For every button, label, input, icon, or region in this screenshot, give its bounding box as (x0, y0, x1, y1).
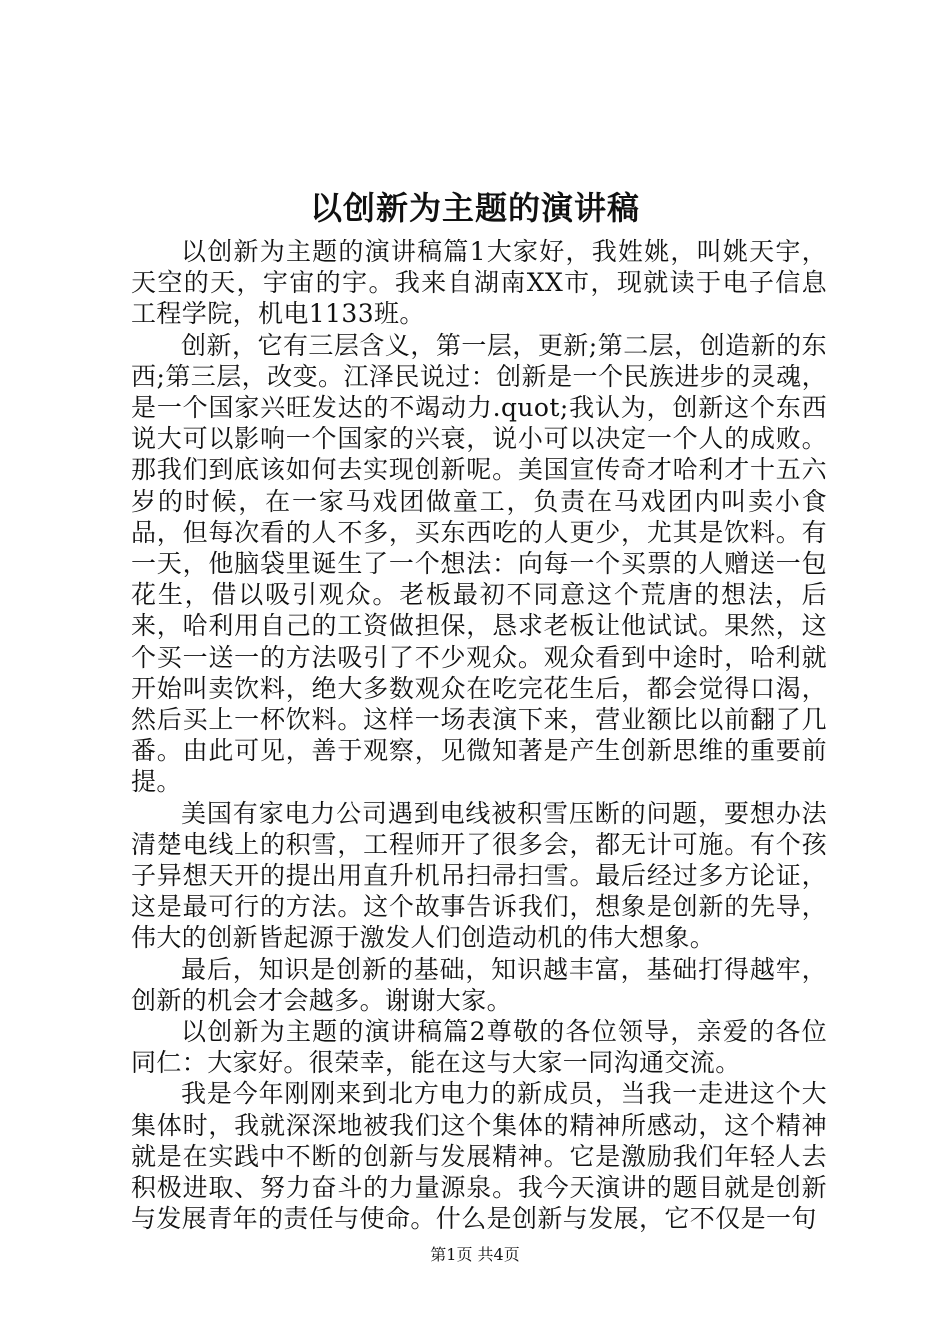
paragraph-5: 以创新为主题的演讲稿篇2尊敬的各位领导，亲爱的各位同仁：大家好。很荣幸，能在这与大家一同沟通交流。 (131, 1017, 827, 1078)
paragraph-2: 创新，它有三层含义，第一层，更新;第二层，创造新的东西;第三层，改变。江泽民说过：创新是一个民族进步的灵魂，是一个国家兴旺发达的不竭动力.quot;我认为，创新这个东西说大可以影响一个国家的兴衰，说小可以决定一个人的成败。那我们到底该如何去实现创新呢。美国宣传奇才哈利才十五六岁的时候，在一家马戏团做童工，负责在马戏团内叫卖小食品，但每次看的人不多，买东西吃的人更少，尤其是饮料。有一天，他脑袋里诞生了一个想法：向每一个买票的人赠送一包花生，借以吸引观众。老板最初不同意这个荒唐的想法，后来，哈利用自己的工资做担保，恳求老板让他试试。果然，这个买一送一的方法吸引了不少观众。观众看到中途时，哈利就开始叫卖饮料，绝大多数观众在吃完花生后，都会觉得口渴，然后买上一杯饮料。这样一场表演下来，营业额比以前翻了几番。由此可见，善于观察，见微知著是产生创新思维的重要前提。 (131, 330, 827, 797)
paragraph-3: 美国有家电力公司遇到电线被积雪压断的问题，要想办法清楚电线上的积雪，工程师开了很多会，都无计可施。有个孩子异想天开的提出用直升机吊扫帚扫雪。最后经过多方论证，这是最可行的方法。这个故事告诉我们，想象是创新的先导，伟大的创新皆起源于激发人们创造动机的伟大想象。 (131, 798, 827, 953)
paragraph-6: 我是今年刚刚来到北方电力的新成员，当我一走进这个大集体时，我就深深地被我们这个集体的精神所感动，这个精神就是在实践中不断的创新与发展精神。它是激励我们年轻人去积极进取、努力奋斗的力量源泉。我今天演讲的题目就是创新与发展青年的责任与使命。什么是创新与发展，它不仅是一句 (131, 1079, 827, 1234)
document-body (131, 236, 827, 1234)
document-title: 以创新为主题的演讲稿 (309, 189, 640, 227)
paragraph-1: 以创新为主题的演讲稿篇1大家好，我姓姚，叫姚天宇，天空的天，宇宙的宇。我来自湖南XX市，现就读于电子信息工程学院，机电1133班。 (131, 237, 827, 329)
page-footer: 第1页 共4页 (430, 1245, 520, 1264)
paragraph-4: 最后，知识是创新的基础，知识越丰富，基础打得越牢，创新的机会才会越多。谢谢大家。 (131, 954, 827, 1015)
